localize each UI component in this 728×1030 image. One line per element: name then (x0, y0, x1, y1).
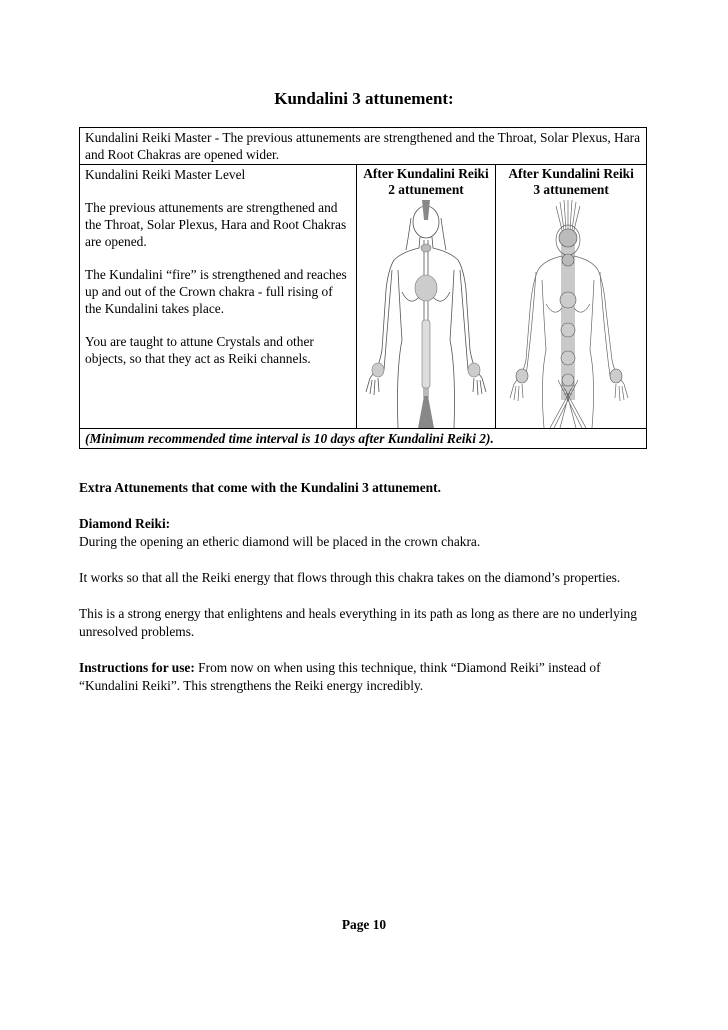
kundalini-2-body-figure (362, 200, 490, 428)
level-description-cell (80, 165, 357, 429)
diamond-reiki-section (79, 515, 647, 551)
figure-3-caption-line2: 3 attunement (533, 182, 609, 197)
figure-3-caption (496, 165, 646, 198)
diamond-reiki-para3: This is a strong energy that enlightens and heals everything in its path as long as there are no underlying unresolved problems. (79, 606, 637, 639)
level-paragraph-2: The Kundalini “fire” is strengthened and reaches up and out of the Crown chakra - full rising of the Kundalini takes place. (85, 267, 347, 316)
figure-3-caption-line1: After Kundalini Reiki (508, 166, 634, 181)
diamond-reiki-para2: It works so that all the Reiki energy that flows through this chakra takes on the diamond’s properties. (79, 570, 621, 585)
body-text (79, 479, 647, 713)
figure-kundalini-3-cell (496, 165, 647, 429)
level-paragraph-3: You are taught to attune Crystals and other objects, so that they act as Reiki channels. (85, 334, 314, 366)
level-label: Kundalini Reiki Master Level (85, 167, 246, 182)
figure-2-caption-line2: 2 attunement (388, 182, 464, 197)
attunement-table (79, 127, 647, 449)
instructions-paragraph (79, 659, 647, 695)
interval-note: (Minimum recommended time interval is 10 days after Kundalini Reiki 2). (80, 429, 647, 449)
diamond-reiki-line1: During the opening an etheric diamond will be placed in the crown chakra. (79, 534, 481, 549)
level-paragraph-1: The previous attunements are strengthened and the Throat, Solar Plexus, Hara and Root Chakras are opened. (85, 200, 347, 249)
figure-2-caption-line1: After Kundalini Reiki (363, 166, 489, 181)
table-intro: Kundalini Reiki Master - The previous attunements are strengthened and the Throat, Solar Plexus, Hara and Root Chakras are opened wider. (80, 128, 647, 165)
figure-2-caption (357, 165, 495, 198)
instructions-label: Instructions for use: (79, 660, 195, 675)
instructions-text: From now on when using this technique, think “Diamond Reiki” instead of “Kundalini Reiki”. This strengthens the Reiki energy incredibly. (79, 660, 601, 693)
figure-kundalini-2-cell (356, 165, 495, 429)
page-number: Page 10 (341, 917, 387, 932)
extra-attunements-heading: Extra Attunements that come with the Kundalini 3 attunement. (79, 480, 441, 495)
kundalini-3-body-figure (502, 200, 640, 428)
diamond-reiki-heading: Diamond Reiki: (79, 516, 171, 531)
page-title: Kundalini 3 attunement: (274, 89, 454, 108)
